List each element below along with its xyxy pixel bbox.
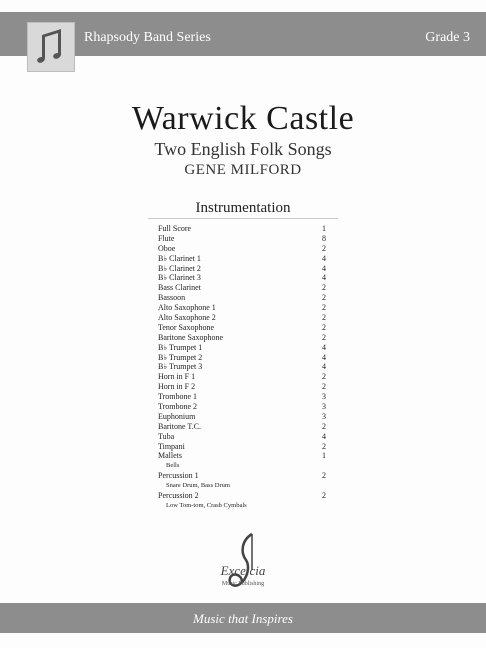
instrument-name: Bassoon (158, 293, 186, 303)
instrument-row (158, 491, 338, 501)
instrument-quantity: 2 (322, 303, 326, 313)
instrument-quantity: 2 (322, 313, 326, 323)
instrument-name: Snare Drum, Bass Drum (166, 482, 230, 490)
instrument-quantity: 3 (322, 411, 326, 421)
instrument-quantity: 4 (322, 253, 326, 263)
instrument-row (158, 412, 338, 422)
instrument-quantity: 4 (322, 273, 326, 283)
instrument-name: B♭ Trumpet 3 (158, 362, 203, 372)
instrument-name: Bass Clarinet (158, 283, 201, 293)
instrument-quantity: 2 (322, 471, 326, 481)
instrument-name: Tenor Saxophone (158, 322, 215, 332)
instrument-quantity: 1 (322, 224, 326, 233)
instrument-name: Euphonium (158, 411, 196, 421)
instrumentation-heading: Instrumentation (195, 200, 291, 216)
instrument-name: Oboe (158, 243, 176, 253)
instrument-name: B♭ Trumpet 1 (158, 342, 203, 352)
instrument-row (158, 254, 338, 264)
piece-title: Warwick Castle (131, 100, 355, 137)
instrument-row (158, 461, 338, 471)
instrument-row (158, 333, 338, 343)
instrument-row (158, 264, 338, 274)
instrument-name: Horn in F 1 (158, 372, 196, 382)
instrument-name: Mallets (158, 451, 182, 461)
publisher-name: Excelcia (220, 563, 266, 578)
instrument-quantity: 3 (322, 392, 326, 402)
instrument-name: Trombone 2 (158, 402, 198, 412)
instrument-quantity: 2 (322, 421, 326, 431)
instrument-quantity: 8 (322, 233, 326, 243)
instrument-name: Bells (166, 462, 180, 470)
instrument-row (158, 451, 338, 461)
instrument-quantity: 4 (322, 362, 326, 372)
instrument-row (158, 372, 338, 382)
instrument-name: Timpani (158, 441, 185, 451)
instrument-row (158, 323, 338, 333)
instrument-name: B♭ Clarinet 3 (158, 273, 201, 283)
instrument-name: Flute (158, 233, 175, 243)
instrument-row (158, 303, 338, 313)
instrument-quantity: 2 (322, 491, 326, 501)
instrument-name: Baritone T.C. (158, 421, 202, 431)
instrument-name: Alto Saxophone 1 (158, 303, 216, 313)
instrument-row (158, 422, 338, 432)
instrument-name: Full Score (158, 224, 192, 233)
instrument-quantity: 3 (322, 402, 326, 412)
instrument-row (158, 481, 338, 491)
instrument-name: Horn in F 2 (158, 382, 196, 392)
instrument-quantity: 1 (322, 451, 326, 461)
instrument-row (158, 234, 338, 244)
instrument-quantity: 2 (322, 293, 326, 303)
instrument-row (158, 432, 338, 442)
publisher-tagline: Music Publishing (221, 581, 265, 587)
series-name: Rhapsody Band Series (84, 30, 211, 45)
instrument-row (158, 283, 338, 293)
instrument-row (158, 501, 338, 511)
instrument-quantity: 4 (322, 263, 326, 273)
instrument-quantity: 2 (322, 332, 326, 342)
instrument-row (158, 362, 338, 372)
instrument-name: Percussion 1 (158, 471, 199, 481)
instrument-row (158, 224, 338, 234)
instrument-name: B♭ Trumpet 2 (158, 352, 203, 362)
instrument-quantity: 2 (322, 243, 326, 253)
instrument-quantity: 2 (322, 441, 326, 451)
instrument-name: Alto Saxophone 2 (158, 313, 216, 323)
instrument-row (158, 313, 338, 323)
instrument-quantity: 2 (322, 382, 326, 392)
instrument-name: Tuba (158, 431, 175, 441)
grade-label: Grade 3 (425, 30, 470, 45)
instrument-name: Low Tom-tom, Crash Cymbals (166, 501, 247, 509)
instrument-quantity: 2 (322, 322, 326, 332)
instrument-row (158, 244, 338, 254)
instrument-quantity: 4 (322, 431, 326, 441)
instrument-quantity: 2 (322, 372, 326, 382)
instrument-row (158, 293, 338, 303)
instrument-name: Percussion 2 (158, 491, 199, 501)
instrument-row (158, 442, 338, 452)
music-note-logo-icon (28, 23, 74, 71)
instrument-row (158, 353, 338, 363)
instrument-row (158, 273, 338, 283)
instrument-quantity: 4 (322, 342, 326, 352)
footer-slogan: Music that Inspires (193, 611, 293, 626)
instrument-name: Trombone 1 (158, 392, 198, 402)
instrument-row (158, 392, 338, 402)
instrument-row (158, 471, 338, 481)
instrument-name: B♭ Clarinet 2 (158, 263, 201, 273)
instrument-row (158, 382, 338, 392)
instrumentation-list (158, 224, 338, 511)
instrument-row (158, 343, 338, 353)
composer-name: GENE MILFORD (184, 162, 302, 178)
divider (148, 218, 338, 219)
instrument-quantity: 4 (322, 352, 326, 362)
series-logo (27, 22, 75, 72)
instrument-name: B♭ Clarinet 1 (158, 253, 201, 263)
instrument-name: Baritone Saxophone (158, 332, 224, 342)
instrument-quantity: 2 (322, 283, 326, 293)
instrument-row (158, 402, 338, 412)
piece-subtitle: Two English Folk Songs (154, 139, 332, 159)
